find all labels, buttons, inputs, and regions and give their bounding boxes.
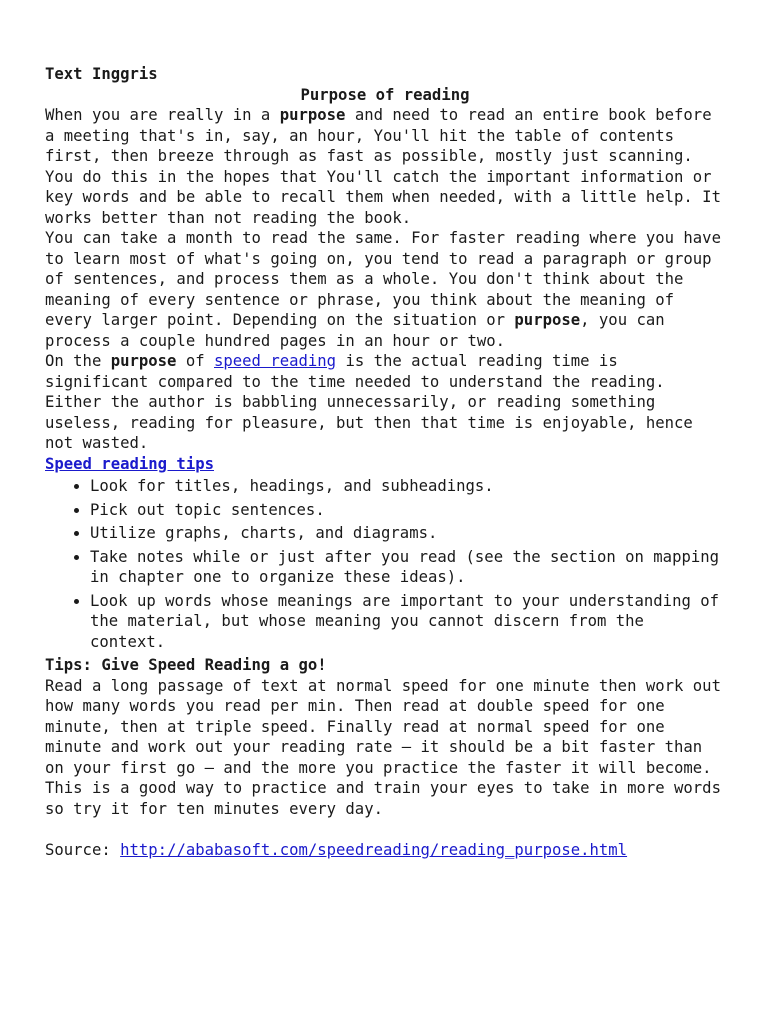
document-page (45, 64, 725, 861)
document-header: Text Inggris (45, 65, 158, 83)
list-item: • Pick out topic sentences. (90, 500, 725, 521)
list-item: • Take notes while or just after you read (see the section on mapping in chapter one to organize these ideas). (90, 547, 725, 588)
paragraph-2-text-a: You can take a month to read the same. For faster reading where you have to learn most of what's going on, you tend to read a paragraph or group of sentences, and process them as a whole. You don't think about the meaning of every sentence or phrase, you think about the meaning of every larger point. Depending on the situation or (45, 229, 721, 329)
list-item: • Look up words whose meanings are important to your understanding of the material, but whose meaning you cannot discern from the context. (90, 591, 725, 653)
list-item: • Utilize graphs, charts, and diagrams. (90, 523, 725, 544)
paragraph-1 (45, 105, 725, 228)
paragraph-3-text-c: is the actual reading time is significant compared to the time needed to understand the reading. Either the author is babbling unnecessarily, or reading something useless, reading for pleasure, but then that time is enjoyable, hence not wasted. (45, 352, 693, 452)
paragraph-2-text-b: , you can process a couple hundred pages in an hour or two. (45, 311, 665, 350)
paragraph-3 (45, 351, 725, 454)
paragraph-1-text-b: and need to read an entire book before a meeting that's in, say, an hour, You'll hit the table of contents first, then breeze through as fast as possible, mostly just scanning. You do this in the hopes that You'll catch the important information or key words and be able to recall them when needed, with a little help. It works better than not reading the book. (45, 106, 721, 227)
source-line (45, 840, 725, 861)
paragraph-2-bold: purpose (514, 311, 581, 329)
paragraph-2 (45, 228, 725, 351)
paragraph-3-bold: purpose (110, 352, 177, 370)
paragraph-1-text-a: When you are really in a (45, 106, 280, 124)
paragraph-4: Read a long passage of text at normal speed for one minute then work out how many words you read per min. Then read at double speed for one minute, then at triple speed. Finally read at normal speed for one minute and work out your reading rate – it should be a bit faster than on your first go – and the more you practice the faster it will become. (45, 676, 721, 777)
speed-reading-link[interactable]: speed reading (214, 352, 337, 370)
paragraph-1-bold: purpose (279, 106, 346, 124)
list-item: • Look for titles, headings, and subheadings. (90, 476, 725, 497)
source-url-link[interactable]: http://ababasoft.com/speedreading/reading_purpose.html (120, 841, 628, 859)
source-label: Source: (45, 841, 121, 859)
paragraph-5: This is a good way to practice and train your eyes to take in more words so try it for ten minutes every day. (45, 779, 721, 818)
tips-heading: Tips: Give Speed Reading a go! (45, 656, 327, 674)
document-title: Purpose of reading (300, 85, 470, 104)
paragraph-3-text-a: On the (45, 352, 111, 370)
paragraph-3-text-b: of (176, 352, 214, 370)
speed-reading-tips-link[interactable]: Speed reading tips (45, 454, 214, 473)
tips-list (45, 476, 725, 652)
